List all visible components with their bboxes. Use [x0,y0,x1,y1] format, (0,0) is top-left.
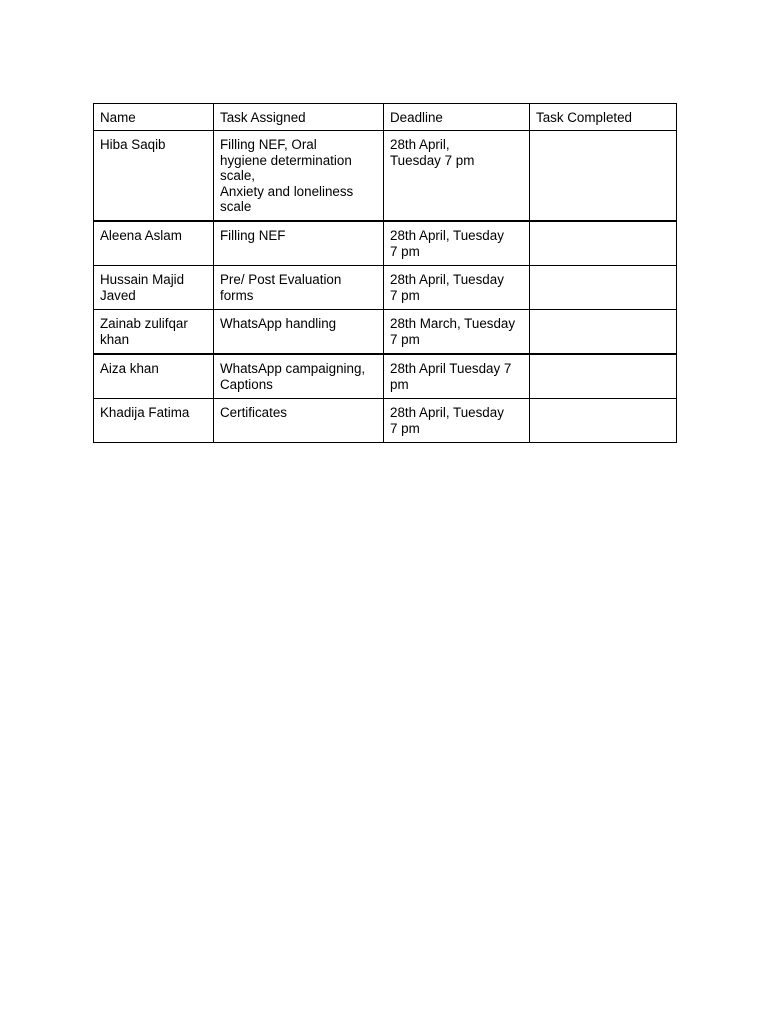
cell-name: Aleena Aslam [94,221,214,266]
table-row [94,399,677,443]
cell-completed [530,399,677,443]
cell-deadline: 28th April, Tuesday 7 pm [384,221,530,266]
header-task-completed: Task Completed [530,104,677,131]
cell-name: Khadija Fatima [94,399,214,443]
task-table [93,103,677,443]
cell-completed [530,221,677,266]
table-row [94,131,677,222]
cell-task: WhatsApp campaigning, Captions [214,354,384,399]
table-row [94,354,677,399]
cell-task: Certificates [214,399,384,443]
cell-completed [530,354,677,399]
cell-task: Filling NEF [214,221,384,266]
cell-deadline: 28th April, Tuesday 7 pm [384,399,530,443]
header-deadline: Deadline [384,104,530,131]
cell-task: WhatsApp handling [214,310,384,355]
table-row [94,266,677,310]
cell-completed [530,310,677,355]
table-header-row [94,104,677,131]
cell-deadline: 28th April, Tuesday 7 pm [384,266,530,310]
cell-task: Filling NEF, Oral hygiene determination scale, Anxiety and loneliness scale [214,131,384,222]
cell-name: Hiba Saqib [94,131,214,222]
cell-name: Aiza khan [94,354,214,399]
cell-deadline: 28th April, Tuesday 7 pm [384,131,530,222]
cell-name: Zainab zulifqar khan [94,310,214,355]
header-task-assigned: Task Assigned [214,104,384,131]
cell-name: Hussain Majid Javed [94,266,214,310]
table-row [94,221,677,266]
cell-deadline: 28th April Tuesday 7 pm [384,354,530,399]
header-name: Name [94,104,214,131]
cell-task: Pre/ Post Evaluation forms [214,266,384,310]
cell-completed [530,131,677,222]
cell-deadline: 28th March, Tuesday 7 pm [384,310,530,355]
table-row [94,310,677,355]
cell-completed [530,266,677,310]
